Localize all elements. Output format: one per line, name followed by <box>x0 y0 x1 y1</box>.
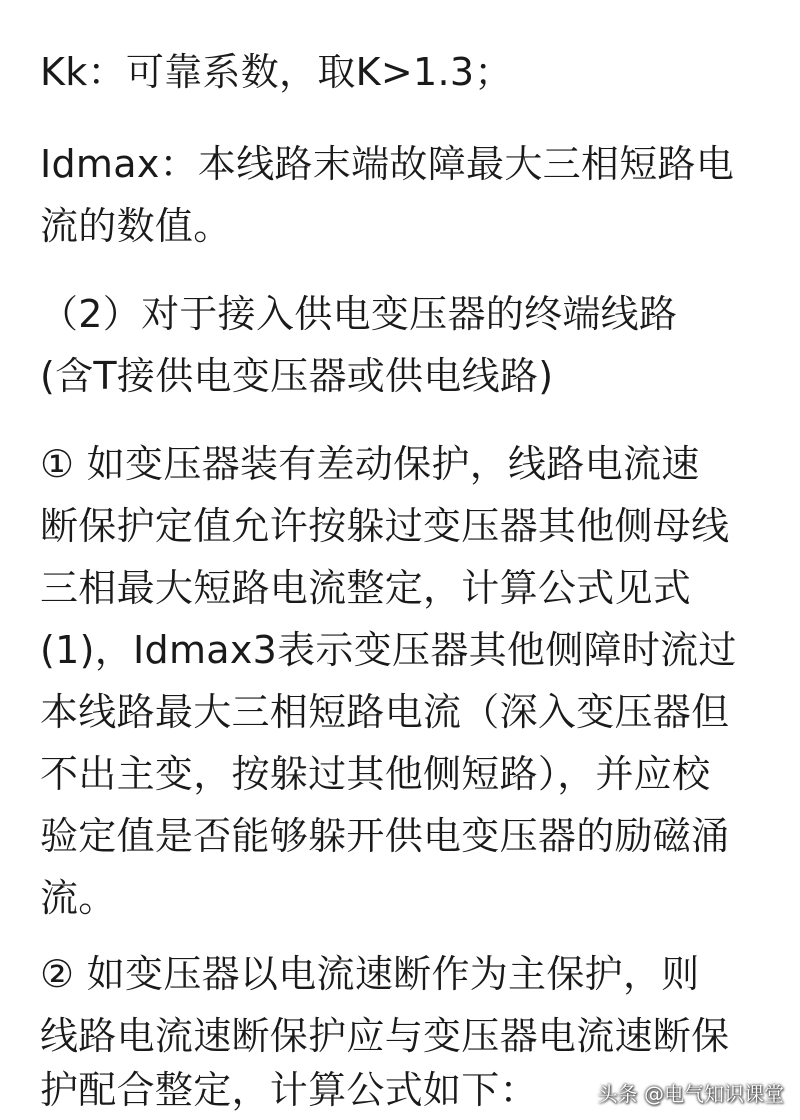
paragraph-1-line-8: 流。 <box>40 876 117 920</box>
paragraph-1-line-6: 不出主变，按躲过其他侧短路），并应校 <box>40 752 711 796</box>
paragraph-1-line-3: 三相最大短路电流整定，计算公式见式 <box>40 566 692 610</box>
text-line-kk-definition: Kk：可靠系数，取K>1.3； <box>40 50 513 94</box>
paragraph-1-line-4: (1)，Idmax3表示变压器其他侧障时流过 <box>40 628 737 672</box>
text-line-idmax-definition-cont: 流的数值。 <box>40 204 232 248</box>
paragraph-1-line-2: 断保护定值允许按躲过变压器其他侧母线 <box>40 504 730 548</box>
text-line-idmax-definition: Idmax：本线路末端故障最大三相短路电 <box>40 142 735 186</box>
paragraph-1-line-7: 验定值是否能够躲开供电变压器的励磁涌 <box>40 814 730 858</box>
section-heading-2: （2）对于接入供电变压器的终端线路 <box>40 292 678 336</box>
paragraph-2-line-1: ② 如变压器以电流速断作为主保护，则 <box>40 952 700 996</box>
paragraph-1-line-5: 本线路最大三相短路电流（深入变压器但 <box>40 690 730 734</box>
paragraph-1-line-1: ① 如变压器装有差动保护，线路电流速 <box>40 442 700 486</box>
paragraph-2-line-3: 护配合整定，计算公式如下： <box>40 1068 538 1112</box>
source-watermark: 头条 @电气知识课堂 <box>597 1082 784 1106</box>
paragraph-2-line-2: 线路电流速断保护应与变压器电流速断保 <box>40 1014 730 1058</box>
section-heading-2-cont: (含T接供电变压器或供电线路) <box>40 354 554 398</box>
